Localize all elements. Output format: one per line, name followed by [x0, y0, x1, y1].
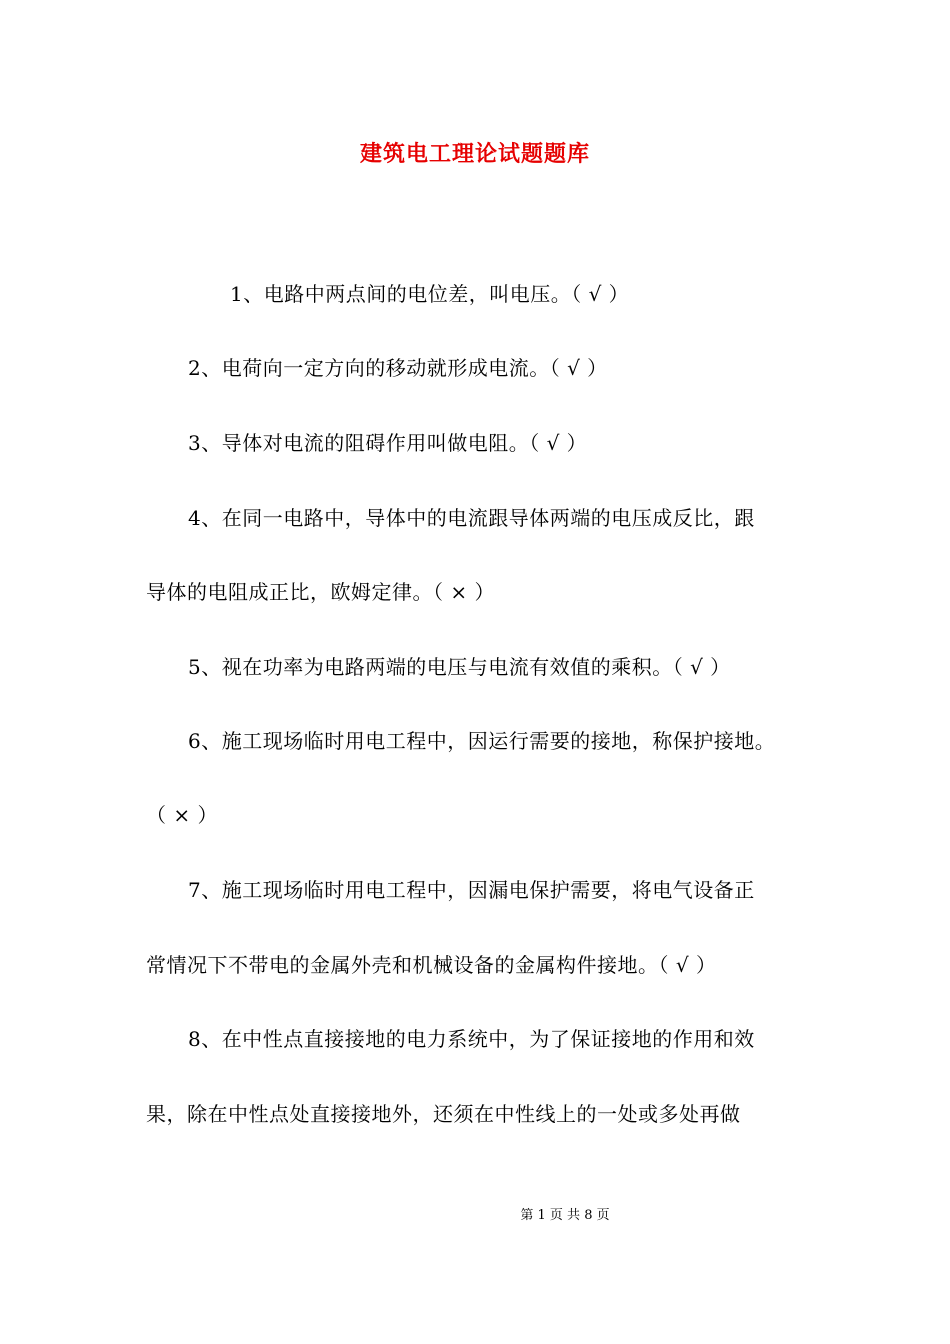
question-6-line-1: 6、施工现场临时用电工程中，因运行需要的接地，称保护接地。: [188, 729, 776, 753]
question-4-line-2: 导体的电阻成正比，欧姆定律。（ × ）: [146, 580, 495, 604]
question-4-line-1: 4、在同一电路中，导体中的电流跟导体两端的电压成反比，跟: [188, 506, 755, 530]
question-2: 2、电荷向一定方向的移动就形成电流。（ √ ）: [188, 356, 608, 380]
question-8-line-1: 8、在中性点直接接地的电力系统中，为了保证接地的作用和效: [188, 1027, 755, 1051]
question-7-line-1: 7、施工现场临时用电工程中，因漏电保护需要，将电气设备正: [188, 878, 755, 902]
question-3: 3、导体对电流的阻碍作用叫做电阻。（ √ ）: [188, 431, 588, 455]
question-7-line-2: 常情况下不带电的金属外壳和机械设备的金属构件接地。（ √ ）: [146, 953, 717, 977]
question-6-line-2: （ × ）: [146, 803, 218, 827]
page-footer: 第 1 页 共 8 页: [520, 1208, 610, 1223]
document-title: 建筑电工理论试题题库: [359, 141, 590, 167]
question-8-line-2: 果，除在中性点处直接接地外，还须在中性线上的一处或多处再做: [146, 1102, 741, 1126]
question-1: 1、电路中两点间的电位差，叫电压。（ √ ）: [230, 282, 630, 306]
question-5: 5、视在功率为电路两端的电压与电流有效值的乘积。（ √ ）: [188, 655, 731, 679]
